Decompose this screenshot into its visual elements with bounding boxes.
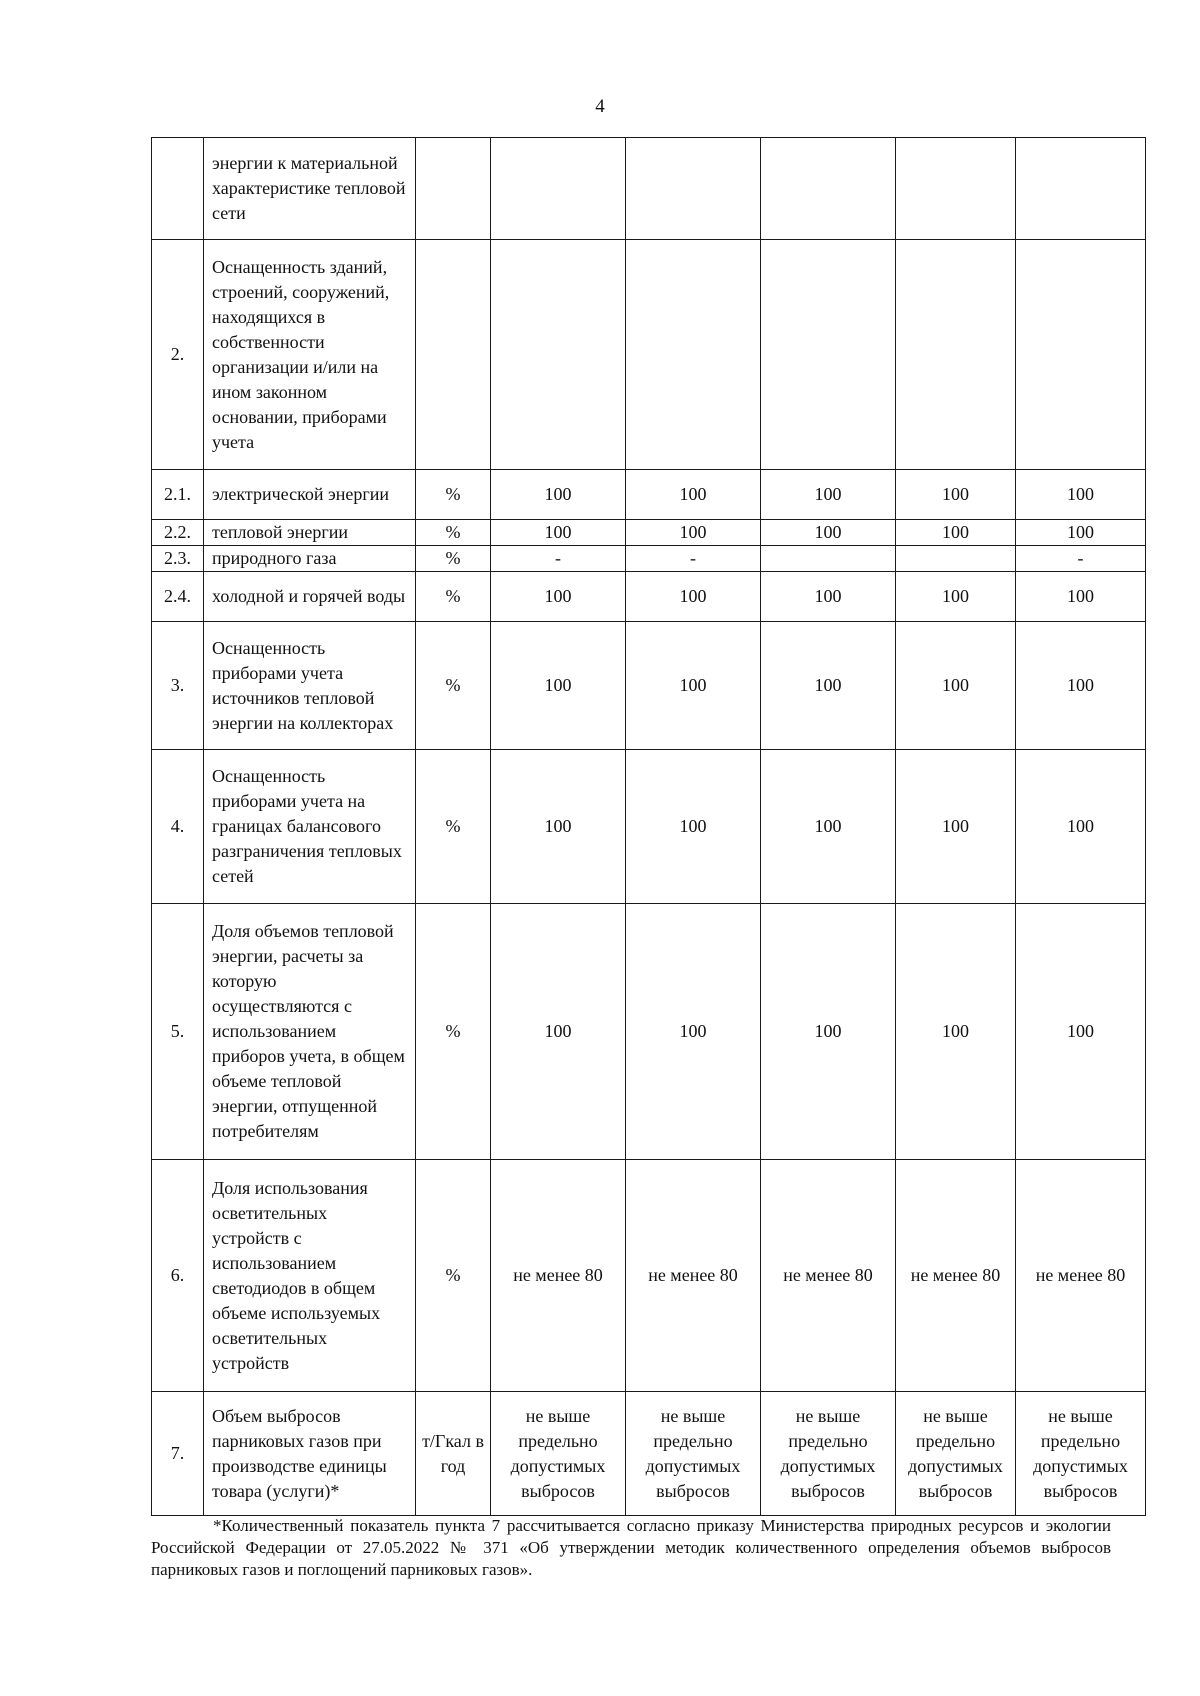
value-cell: 100 bbox=[1016, 520, 1146, 546]
table-row bbox=[152, 520, 1146, 546]
table-row bbox=[152, 546, 1146, 572]
value-cell: 100 bbox=[491, 622, 626, 750]
value-cell bbox=[761, 240, 896, 470]
value-cell: 100 bbox=[491, 904, 626, 1160]
value-cell: 100 bbox=[761, 470, 896, 520]
value-cell: 100 bbox=[491, 470, 626, 520]
value-cell bbox=[896, 240, 1016, 470]
unit-cell bbox=[416, 240, 491, 470]
unit-cell: % bbox=[416, 546, 491, 572]
table-row bbox=[152, 572, 1146, 622]
value-cell: 100 bbox=[896, 520, 1016, 546]
value-cell: 100 bbox=[626, 904, 761, 1160]
value-cell: - bbox=[491, 546, 626, 572]
unit-cell: % bbox=[416, 904, 491, 1160]
unit-cell: т/Гкал в год bbox=[416, 1392, 491, 1516]
table-row bbox=[152, 622, 1146, 750]
indicator-name: энергии к материальной характеристике тепловой сети bbox=[204, 138, 416, 240]
row-number: 7. bbox=[152, 1392, 204, 1516]
indicator-name: Оснащенность приборами учета на границах балансового разграничения тепловых сетей bbox=[204, 750, 416, 904]
value-cell: 100 bbox=[491, 572, 626, 622]
value-cell: не выше предельно допустимых выбросов bbox=[761, 1392, 896, 1516]
table-body bbox=[152, 138, 1146, 1516]
value-cell: 100 bbox=[896, 622, 1016, 750]
table-row bbox=[152, 138, 1146, 240]
table-row bbox=[152, 1392, 1146, 1516]
value-cell: 100 bbox=[896, 470, 1016, 520]
indicator-name: Оснащенность зданий, строений, сооружений, находящихся в собственности организации и/или на ином законном основании, приборами учета bbox=[204, 240, 416, 470]
value-cell: не менее 80 bbox=[491, 1160, 626, 1392]
value-cell: не менее 80 bbox=[1016, 1160, 1146, 1392]
row-number: 3. bbox=[152, 622, 204, 750]
value-cell bbox=[761, 546, 896, 572]
row-number bbox=[152, 138, 204, 240]
value-cell: 100 bbox=[626, 572, 761, 622]
indicator-name: электрической энергии bbox=[204, 470, 416, 520]
indicator-name: Доля использования осветительных устройств с использованием светодиодов в общем объеме используемых осветительных устройств bbox=[204, 1160, 416, 1392]
value-cell bbox=[626, 240, 761, 470]
value-cell: 100 bbox=[626, 750, 761, 904]
table-row bbox=[152, 904, 1146, 1160]
value-cell: 100 bbox=[896, 572, 1016, 622]
table-row bbox=[152, 240, 1146, 470]
value-cell: 100 bbox=[896, 750, 1016, 904]
value-cell bbox=[1016, 240, 1146, 470]
value-cell: 100 bbox=[761, 572, 896, 622]
value-cell: 100 bbox=[491, 520, 626, 546]
value-cell: не выше предельно допустимых выбросов bbox=[626, 1392, 761, 1516]
row-number: 2.1. bbox=[152, 470, 204, 520]
table-row bbox=[152, 750, 1146, 904]
value-cell: 100 bbox=[761, 904, 896, 1160]
page-number: 4 bbox=[595, 96, 605, 117]
row-number: 2.4. bbox=[152, 572, 204, 622]
unit-cell: % bbox=[416, 520, 491, 546]
value-cell: не менее 80 bbox=[896, 1160, 1016, 1392]
value-cell bbox=[761, 138, 896, 240]
value-cell bbox=[626, 138, 761, 240]
value-cell: 100 bbox=[1016, 572, 1146, 622]
value-cell bbox=[896, 138, 1016, 240]
footnote: *Количественный показатель пункта 7 рассчитывается согласно приказу Министерства природных ресурсов и экологии Российской Федерации от 27.05.2022 № 371 «Об утверждении методик количественного определения объемов выбросов парниковых газов и поглощений парниковых газов». bbox=[151, 1516, 1111, 1579]
row-number: 5. bbox=[152, 904, 204, 1160]
unit-cell bbox=[416, 138, 491, 240]
unit-cell: % bbox=[416, 470, 491, 520]
value-cell: не выше предельно допустимых выбросов bbox=[491, 1392, 626, 1516]
value-cell bbox=[1016, 138, 1146, 240]
value-cell: не выше предельно допустимых выбросов bbox=[896, 1392, 1016, 1516]
value-cell bbox=[491, 240, 626, 470]
value-cell: не менее 80 bbox=[761, 1160, 896, 1392]
indicator-name: тепловой энергии bbox=[204, 520, 416, 546]
value-cell: 100 bbox=[761, 622, 896, 750]
value-cell: 100 bbox=[626, 622, 761, 750]
unit-cell: % bbox=[416, 572, 491, 622]
value-cell: не выше предельно допустимых выбросов bbox=[1016, 1392, 1146, 1516]
value-cell: 100 bbox=[626, 470, 761, 520]
row-number: 2.2. bbox=[152, 520, 204, 546]
row-number: 6. bbox=[152, 1160, 204, 1392]
value-cell: - bbox=[1016, 546, 1146, 572]
unit-cell: % bbox=[416, 1160, 491, 1392]
indicators-table bbox=[151, 137, 1146, 1516]
value-cell: 100 bbox=[626, 520, 761, 546]
row-number: 4. bbox=[152, 750, 204, 904]
unit-cell: % bbox=[416, 622, 491, 750]
value-cell: 100 bbox=[1016, 750, 1146, 904]
indicator-name: холодной и горячей воды bbox=[204, 572, 416, 622]
value-cell: 100 bbox=[1016, 904, 1146, 1160]
indicator-name: Оснащенность приборами учета источников тепловой энергии на коллекторах bbox=[204, 622, 416, 750]
indicator-name: природного газа bbox=[204, 546, 416, 572]
value-cell: 100 bbox=[491, 750, 626, 904]
table-row bbox=[152, 1160, 1146, 1392]
value-cell: 100 bbox=[761, 750, 896, 904]
value-cell: не менее 80 bbox=[626, 1160, 761, 1392]
row-number: 2.3. bbox=[152, 546, 204, 572]
indicator-name: Доля объемов тепловой энергии, расчеты за которую осуществляются с использованием приборов учета, в общем объеме тепловой энергии, отпущенной потребителям bbox=[204, 904, 416, 1160]
value-cell: 100 bbox=[1016, 622, 1146, 750]
table-row bbox=[152, 470, 1146, 520]
value-cell bbox=[491, 138, 626, 240]
value-cell: - bbox=[626, 546, 761, 572]
value-cell bbox=[896, 546, 1016, 572]
indicator-name: Объем выбросов парниковых газов при производстве единицы товара (услуги)* bbox=[204, 1392, 416, 1516]
unit-cell: % bbox=[416, 750, 491, 904]
row-number: 2. bbox=[152, 240, 204, 470]
value-cell: 100 bbox=[761, 520, 896, 546]
value-cell: 100 bbox=[896, 904, 1016, 1160]
value-cell: 100 bbox=[1016, 470, 1146, 520]
